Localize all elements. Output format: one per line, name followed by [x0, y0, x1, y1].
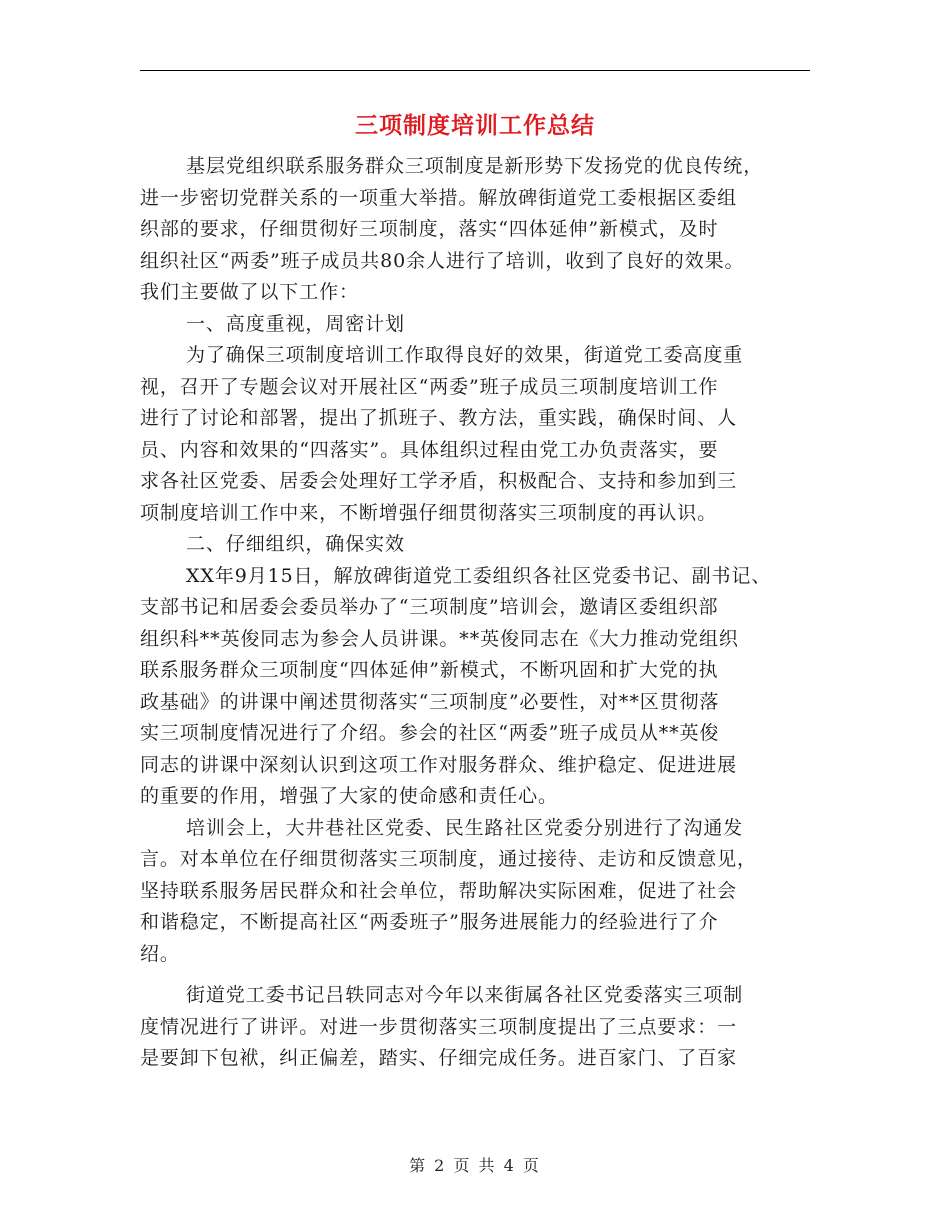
- text-line: 联系服务群众三项制度“四体延伸”新模式，不断巩固和扩大党的执: [140, 659, 719, 681]
- text-line: 视，召开了专题会议对开展社区“两委”班子成员三项制度培训工作: [140, 375, 719, 398]
- text-line: 是要卸下包袱，纠正偏差，踏实、仔细完成任务。进百家门、了百家: [140, 1047, 738, 1069]
- text-line: 为了确保三项制度培训工作取得良好的效果，街道党工委高度重: [186, 344, 744, 366]
- header-rule: [140, 70, 810, 71]
- text-line: 项制度培训工作中来，不断增强仔细贯彻落实三项制度的再认识。: [140, 501, 718, 524]
- section-heading: 一、高度重视，周密计划: [186, 312, 405, 335]
- text-line: 进行了讨论和部署，提出了抓班子、教方法，重实践，确保时间、人: [140, 407, 738, 429]
- text-line: 的重要的作用，增强了大家的使命感和责任心。: [140, 785, 558, 807]
- text-line: 实三项制度情况进行了介绍。参会的社区“两委”班子成员从**英俊: [140, 722, 720, 744]
- text-line: 织部的要求，仔细贯彻好三项制度，落实“四体延伸”新模式，及时: [140, 218, 719, 240]
- paragraph-gap: [140, 970, 825, 980]
- text-line: XX年9月15日，解放碑街道党工委组织各社区党委书记、副书记、: [186, 564, 772, 587]
- text-line: 绍。: [140, 942, 180, 965]
- text-line: 员、内容和效果的“四落实”。具体组织过程由党工办负责落实，要: [140, 438, 719, 461]
- text-line: 我们主要做了以下工作：: [140, 281, 359, 303]
- text-line: 度情况进行了讲评。对进一步贯彻落实三项制度提出了三点要求：一: [140, 1015, 738, 1038]
- text-line: 坚持联系服务居民群众和社会单位，帮助解决实际困难，促进了社会: [140, 879, 738, 902]
- section-heading: 二、仔细组织，确保实效: [186, 533, 405, 555]
- text-line: 基层党组织联系服务群众三项制度是新形势下发扬党的优良传统，: [186, 155, 764, 177]
- text-line: 同志的讲课中深刻认识到这项工作对服务群众、维护稳定、促进进展: [140, 753, 738, 776]
- document-title: 三项制度培训工作总结: [355, 112, 595, 139]
- text-line: 政基础》的讲课中阐述贯彻落实“三项制度”必要性，对**区贯彻落: [140, 690, 720, 713]
- text-line: 支部书记和居委会委员举办了“三项制度”培训会，邀请区委组织部: [140, 596, 719, 618]
- text-line: 和谐稳定，不断提高社区“两委班子”服务进展能力的经验进行了介: [140, 911, 719, 933]
- text-line: 组织社区“两委”班子成员共80余人进行了培训，收到了良好的效果。: [140, 249, 745, 272]
- text-line: 街道党工委书记吕轶同志对今年以来街属各社区党委落实三项制: [186, 984, 744, 1006]
- page-number: 第 2 页 共 4 页: [409, 1156, 541, 1175]
- text-line: 求各社区党委、居委会处理好工学矛盾，积极配合、支持和参加到三: [140, 470, 738, 492]
- text-line: 进一步密切党群关系的一项重大举措。解放碑街道党工委根据区委组: [140, 186, 738, 209]
- text-line: 培训会上，大井巷社区党委、民生路社区党委分别进行了沟通发: [186, 816, 744, 839]
- document-body: [140, 151, 825, 1075]
- text-line: 组织科**英俊同志为参会人员讲课。**英俊同志在《大力推动党组织: [140, 627, 739, 650]
- text-line: 言。对本单位在仔细贯彻落实三项制度，通过接待、走访和反馈意见，: [140, 848, 757, 870]
